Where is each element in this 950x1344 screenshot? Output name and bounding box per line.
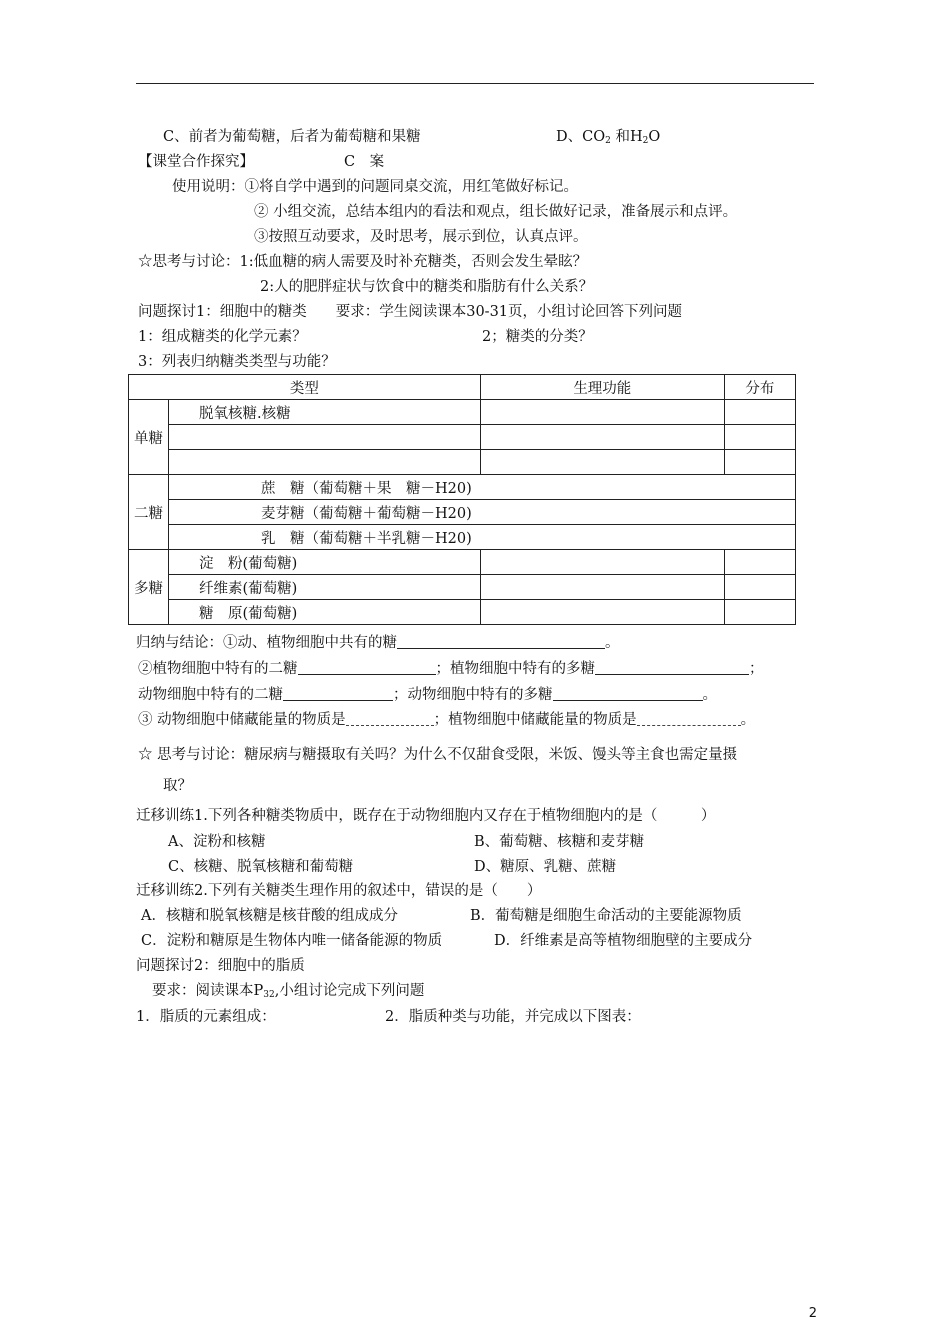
fill-blank[interactable]	[637, 711, 741, 726]
think-discuss-3-cont: 取？	[163, 778, 192, 794]
fill-blank[interactable]	[553, 686, 703, 701]
table-cell-blank	[480, 450, 724, 475]
disaccharide-row: 蔗 糖（葡萄糖＋果 糖－H20)	[169, 475, 796, 500]
training-1-option-d: D、糖原、乳糖、蔗糖	[474, 859, 617, 875]
group-monosaccharide: 单糖	[129, 400, 169, 475]
think-discuss-3: ☆ 思考与讨论：糖尿病与糖摄取有关吗？为什么不仅甜食受限，米饭、馒头等主食也需定量摄	[138, 747, 738, 763]
table-cell-blank	[724, 550, 795, 575]
training-2-option-b: B．葡萄糖是细胞生命活动的主要能源物质	[470, 908, 742, 924]
header-rule	[136, 83, 814, 84]
monosaccharide-name	[169, 425, 481, 450]
lipid-question-2: 2．脂质种类与功能，并完成以下图表：	[385, 1009, 641, 1025]
table-cell-blank	[480, 550, 724, 575]
lipid-question-1: 1．脂质的元素组成：	[136, 1009, 276, 1025]
disaccharide-row: 乳 糖（葡萄糖＋半乳糖－H20)	[169, 525, 796, 550]
training-2-option-c: C．淀粉和糖原是生物体内唯一储备能源的物质	[141, 933, 443, 949]
fill-blank[interactable]	[595, 660, 749, 675]
option-d-text: D、$CO_2$ 和$H_2O$	[556, 129, 661, 146]
monosaccharide-name: 脱氧核糖.核糖	[169, 400, 481, 425]
conclusion-line-2: ②植物细胞中特有的二糖 ；植物细胞中特有的多糖 ；	[138, 661, 764, 677]
transfer-training-2: 迁移训练2.下列有关糖类生理作用的叙述中，错误的是（ ）	[136, 883, 542, 899]
training-2-option-d: D．纤维素是高等植物细胞壁的主要成分	[494, 933, 753, 949]
table-cell-blank	[724, 450, 795, 475]
fill-blank[interactable]	[298, 660, 436, 675]
problem-heading-1: 问题探讨1：细胞中的糖类 要求：学生阅读课本30-31页，小组讨论回答下列问题	[138, 304, 683, 320]
usage-note-2: ② 小组交流，总结本组内的看法和观点，组长做好记录，准备展示和点评。	[254, 204, 738, 220]
training-1-option-c: C、核糖、脱氧核糖和葡萄糖	[168, 859, 354, 875]
fill-blank[interactable]	[346, 711, 434, 726]
think-discuss-1: ☆思考与讨论：1:低血糖的病人需要及时补充糖类，否则会发生晕眩？	[138, 254, 588, 270]
monosaccharide-name	[169, 450, 481, 475]
group-polysaccharide: 多糖	[129, 550, 169, 625]
polysaccharide-name: 糖 原(葡萄糖)	[169, 600, 481, 625]
requirement-2: 要求：阅读课本$P_{32}$,小组讨论完成下列问题	[152, 983, 425, 1000]
transfer-training-1: 迁移训练1.下列各种糖类物质中，既存在于动物细胞内又存在于植物细胞内的是（ ）	[136, 808, 716, 824]
fill-blank[interactable]	[283, 686, 393, 701]
disaccharide-row: 麦芽糖（葡萄糖＋葡萄糖－H20)	[169, 500, 796, 525]
think-discuss-2: 2:人的肥胖症状与饮食中的糖类和脂肪有什么关系？	[260, 279, 594, 295]
section-title-coop: 【课堂合作探究】	[138, 154, 254, 170]
usage-note-1: 使用说明：①将自学中遇到的问题同桌交流，用红笔做好标记。	[172, 179, 578, 195]
question-2: 2；糖类的分类？	[482, 329, 593, 345]
question-3: 3：列表归纳糖类类型与功能？	[138, 354, 336, 370]
training-2-option-a: A．核糖和脱氧核糖是核苷酸的组成成分	[141, 908, 398, 924]
group-disaccharide: 二糖	[129, 475, 169, 550]
table-cell-blank	[480, 425, 724, 450]
page-number: 2	[808, 1306, 817, 1321]
case-label: C 案	[344, 154, 385, 170]
question-1: 1：组成糖类的化学元素？	[138, 329, 307, 345]
fill-blank[interactable]	[397, 634, 605, 649]
usage-note-3: ③按照互动要求，及时思考，展示到位，认真点评。	[254, 229, 588, 245]
table-cell-blank	[724, 575, 795, 600]
option-c-text: C、前者为葡萄糖，后者为葡萄糖和果糖	[163, 129, 421, 145]
conclusion-line-1: 归纳与结论：①动、植物细胞中共有的糖 。	[136, 635, 620, 651]
table-header-function: 生理功能	[480, 375, 724, 400]
table-cell-blank	[480, 400, 724, 425]
polysaccharide-name: 淀 粉(葡萄糖)	[169, 550, 481, 575]
table-cell-blank	[724, 600, 795, 625]
training-1-option-a: A、淀粉和核糖	[168, 834, 266, 850]
polysaccharide-name: 纤维素(葡萄糖)	[169, 575, 481, 600]
table-cell-blank	[480, 575, 724, 600]
table-cell-blank	[724, 425, 795, 450]
table-cell-blank	[480, 600, 724, 625]
conclusion-line-3: 动物细胞中特有的二糖 ；动物细胞中特有的多糖 。	[138, 687, 717, 703]
table-header-type: 类型	[129, 375, 481, 400]
sugar-types-table	[128, 374, 796, 625]
training-1-option-b: B、葡萄糖、核糖和麦芽糖	[474, 834, 645, 850]
table-header-distribution: 分布	[724, 375, 795, 400]
conclusion-line-4: ③ 动物细胞中储藏能量的物质是 ；植物细胞中储藏能量的物质是 。	[138, 712, 756, 728]
table-cell-blank	[724, 400, 795, 425]
problem-heading-2: 问题探讨2：细胞中的脂质	[136, 958, 305, 974]
